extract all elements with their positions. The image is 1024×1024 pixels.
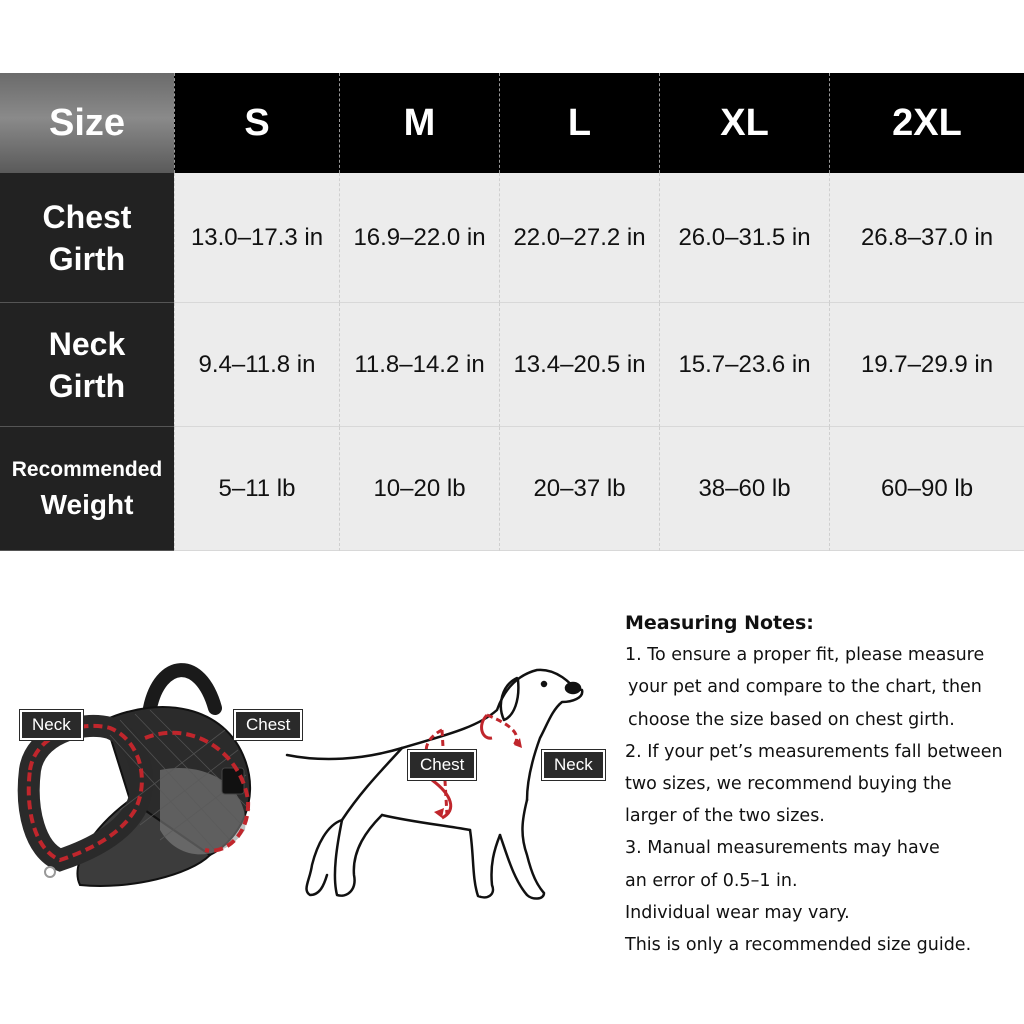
notes-title: Measuring Notes:	[625, 612, 814, 634]
harness-chest-label: Chest	[234, 710, 302, 740]
size-header-row	[0, 73, 1024, 173]
size-header-label: Size	[0, 73, 174, 173]
neck-girth-label	[0, 303, 174, 427]
table-cell: 13.0–17.3 in	[174, 173, 339, 303]
table-cell: 16.9–22.0 in	[339, 173, 499, 303]
recommended-weight-label	[0, 427, 174, 551]
row-label-line: Recommended	[11, 457, 163, 481]
size-xl-header: XL	[659, 73, 829, 173]
chest-girth-label	[0, 173, 174, 303]
dog-illustration	[282, 650, 602, 910]
row-label-line: Girth	[48, 240, 126, 277]
row-label-line: Weight	[40, 488, 134, 520]
table-cell: 9.4–11.8 in	[174, 303, 339, 427]
notes-line: two sizes, we recommend buying the	[625, 774, 952, 795]
table-cell: 11.8–14.2 in	[339, 303, 499, 427]
harness-icon	[10, 650, 280, 910]
notes-line: 1. To ensure a proper fit, please measure	[625, 645, 985, 666]
table-cell: 19.7–29.9 in	[829, 303, 1024, 427]
recommended-weight-row	[0, 427, 1024, 551]
table-cell: 10–20 lb	[339, 427, 499, 551]
table-cell: 60–90 lb	[829, 427, 1024, 551]
measuring-notes	[625, 607, 1020, 961]
size-m-header: M	[339, 73, 499, 173]
table-cell: 15.7–23.6 in	[659, 303, 829, 427]
notes-line: 2. If your pet’s measurements fall between	[625, 741, 1003, 762]
table-cell: 26.8–37.0 in	[829, 173, 1024, 303]
row-label-line: Girth	[48, 367, 126, 404]
notes-line: your pet and compare to the chart, then	[628, 677, 982, 698]
dog-outline-icon	[282, 650, 602, 910]
dog-neck-label: Neck	[542, 750, 605, 780]
notes-line: Individual wear may vary.	[625, 902, 850, 923]
harness-neck-label: Neck	[20, 710, 83, 740]
harness-illustration	[10, 650, 291, 910]
table-cell: 13.4–20.5 in	[499, 303, 659, 427]
size-l-header: L	[499, 73, 659, 173]
neck-girth-row	[0, 303, 1024, 427]
table-cell: 22.0–27.2 in	[499, 173, 659, 303]
size-chart-table	[0, 73, 1024, 551]
chest-girth-row	[0, 173, 1024, 303]
notes-line: choose the size based on chest girth.	[628, 709, 955, 730]
dog-chest-label: Chest	[408, 750, 476, 780]
table-cell: 20–37 lb	[499, 427, 659, 551]
notes-line: This is only a recommended size guide.	[625, 935, 972, 956]
row-label-line: Neck	[48, 325, 126, 362]
table-cell: 5–11 lb	[174, 427, 339, 551]
table-cell: 38–60 lb	[659, 427, 829, 551]
size-2xl-header: 2XL	[829, 73, 1024, 173]
table-cell: 26.0–31.5 in	[659, 173, 829, 303]
size-s-header: S	[174, 73, 339, 173]
notes-line: an error of 0.5–1 in.	[625, 870, 798, 891]
notes-line: larger of the two sizes.	[625, 806, 825, 827]
row-label-line: Chest	[42, 198, 132, 235]
notes-line: 3. Manual measurements may have	[625, 838, 940, 859]
